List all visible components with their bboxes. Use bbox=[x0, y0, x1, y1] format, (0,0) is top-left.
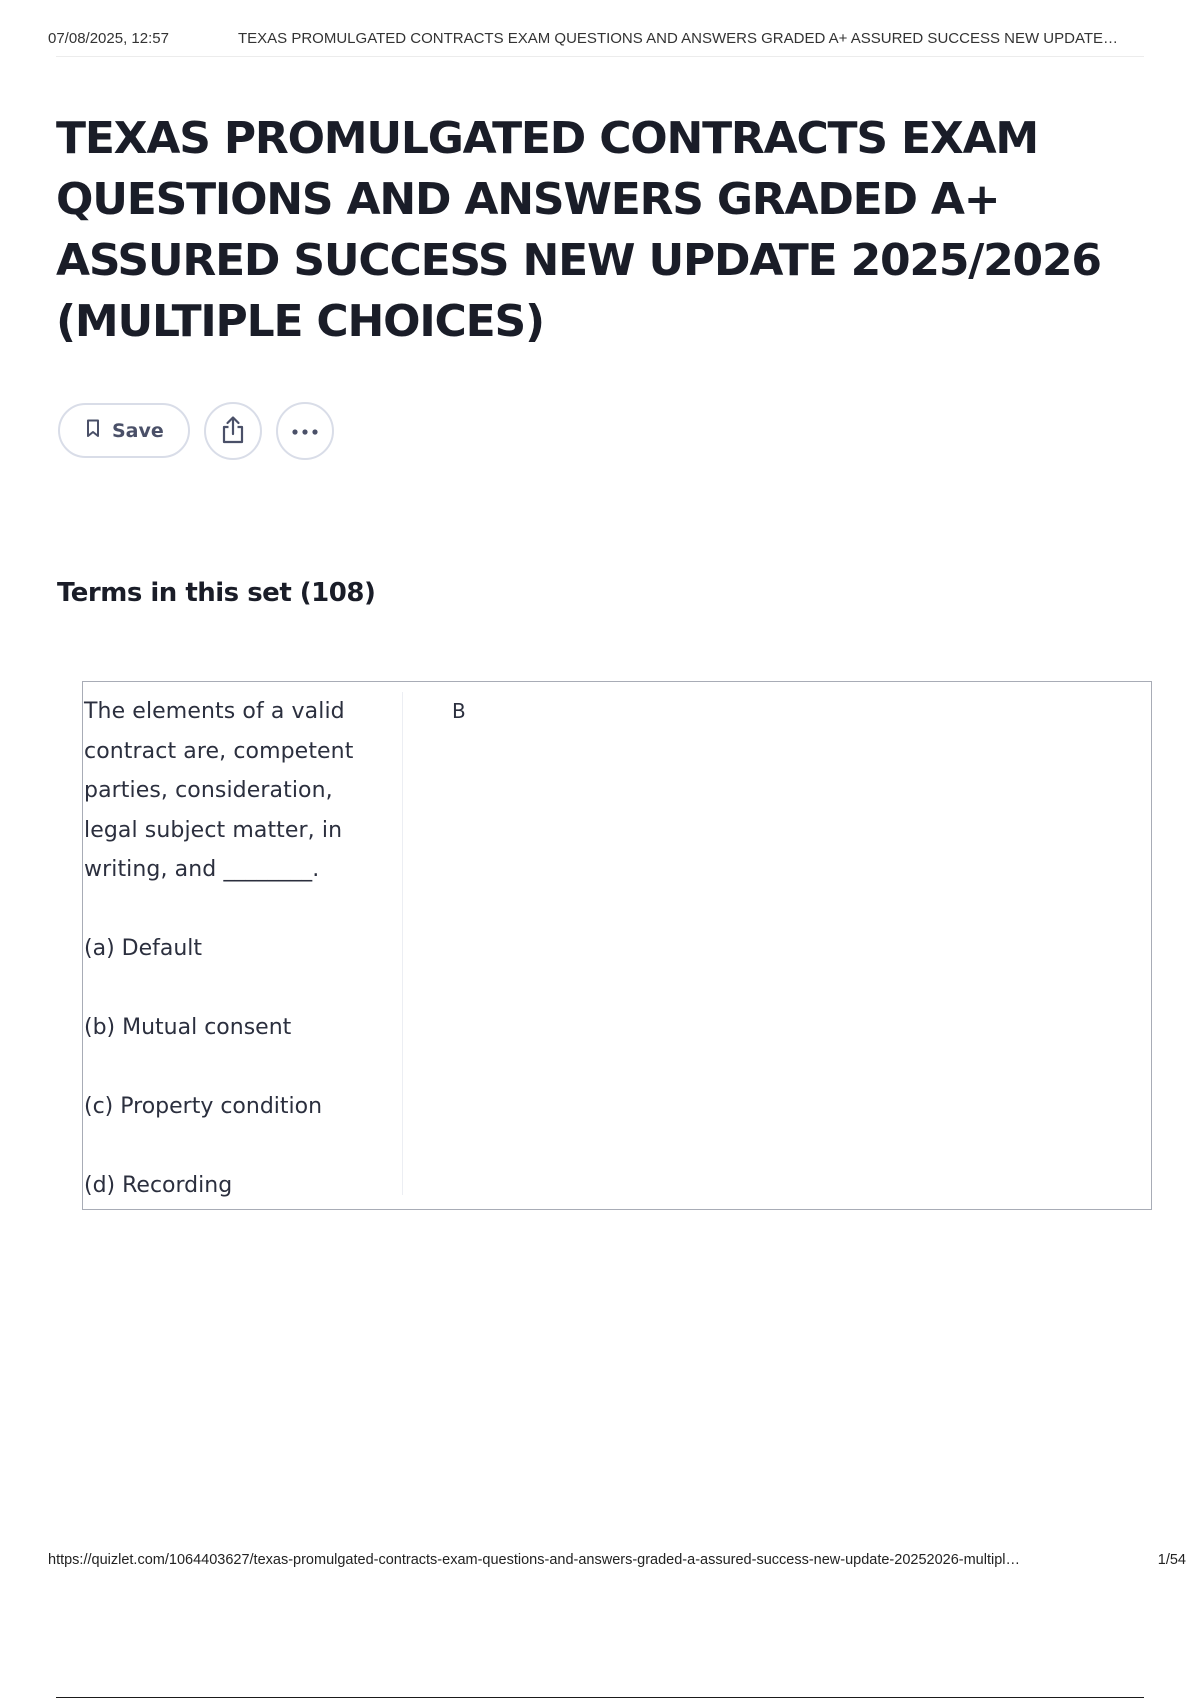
answer-option: (a) Default bbox=[84, 935, 203, 961]
question-line: writing, and ________. bbox=[84, 857, 320, 882]
print-doc-title: TEXAS PROMULGATED CONTRACTS EXAM QUESTIONS AND ANSWERS GRADED A+ ASSURED SUCCESS NEW UPDATE… bbox=[238, 30, 1119, 47]
bottom-divider bbox=[56, 1697, 1144, 1698]
term-answer: B bbox=[452, 699, 466, 723]
question-line: The elements of a valid bbox=[84, 699, 345, 724]
page-title bbox=[56, 108, 1116, 352]
term-card bbox=[82, 681, 1152, 1210]
question-line: contract are, competent bbox=[84, 738, 354, 764]
share-icon bbox=[220, 415, 246, 448]
question-line: parties, consideration, bbox=[84, 778, 333, 803]
page-title-line: QUESTIONS AND ANSWERS GRADED A+ bbox=[56, 174, 1000, 225]
terms-heading: Terms in this set (108) bbox=[57, 578, 376, 608]
print-url: https://quizlet.com/1064403627/texas-promulgated-contracts-exam-questions-and-answers-graded-a-assured-success-new-update-20252026-multipl… bbox=[48, 1552, 1021, 1568]
more-horizontal-icon bbox=[291, 424, 319, 439]
print-header bbox=[48, 30, 1186, 50]
term-question bbox=[83, 692, 403, 1198]
save-button[interactable] bbox=[58, 403, 190, 458]
share-button[interactable] bbox=[204, 402, 262, 460]
answer-option: (b) Mutual consent bbox=[84, 1014, 292, 1040]
page-title-line: ASSURED SUCCESS NEW UPDATE 2025/2026 bbox=[56, 235, 1101, 286]
bookmark-icon bbox=[86, 419, 100, 443]
page-number: 1/54 bbox=[1157, 1552, 1186, 1568]
page-title-line: TEXAS PROMULGATED CONTRACTS EXAM bbox=[56, 113, 1039, 164]
question-line: legal subject matter, in bbox=[84, 817, 343, 843]
answer-option: (c) Property condition bbox=[84, 1093, 323, 1119]
action-bar bbox=[58, 403, 334, 460]
print-datetime: 07/08/2025, 12:57 bbox=[48, 30, 169, 47]
more-options-button[interactable] bbox=[276, 402, 334, 460]
save-label: Save bbox=[112, 419, 164, 442]
page-title-line: (MULTIPLE CHOICES) bbox=[56, 296, 544, 347]
header-divider bbox=[56, 56, 1144, 57]
answer-option: (d) Recording bbox=[84, 1172, 233, 1198]
